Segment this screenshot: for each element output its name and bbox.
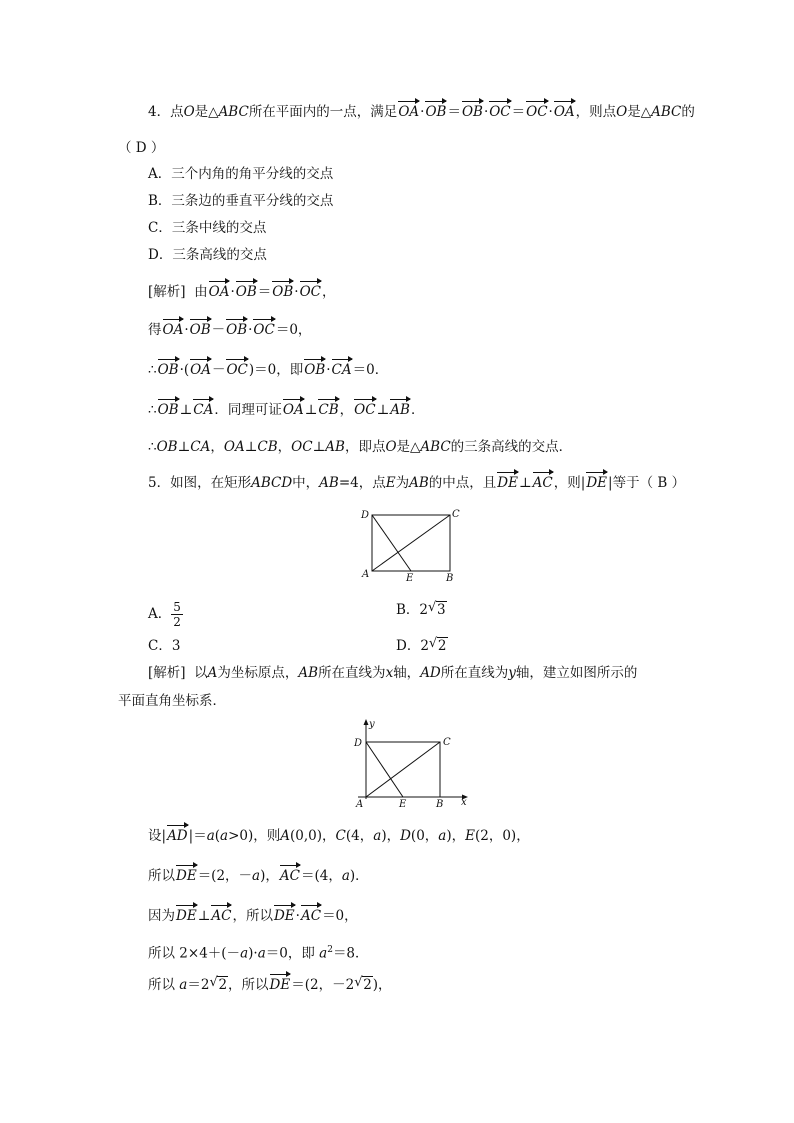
q5-option-a: A． $\frac{5}{2}$ [148,600,181,629]
diagonal-ac [372,515,450,571]
q5-analysis-5: 因为DE⊥AC，所以DE·AC＝0， [148,908,358,924]
segment-de [372,515,411,571]
q5-analysis-2: 平面直角坐标系． [118,693,226,709]
q5-figure-coordinate [348,717,478,809]
q4-analysis-1: [解析] 由OA·OB＝OB·OC， [148,284,336,300]
q5-analysis-4: 所以DE＝(2，－a)，AC＝(4，a)． [148,868,369,884]
label-d2: D [354,738,363,749]
label-y: y [369,719,375,730]
label-a2: A [356,799,364,809]
q5-option-b: B．2 √ 3 [396,600,446,618]
q4-answer: （ D ） [118,140,165,156]
label-d: D [361,510,370,521]
q5-analysis-6: 所以 2×4＋(－a)·a＝0，即 $a^2=8$． [148,945,369,962]
q5-analysis-1: [解析] 以A为坐标原点，AB所在直线为x轴，AD所在直线为y轴，建立如图所示的 [148,665,638,681]
q4-option-a: A．三个内角的角平分线的交点 [148,166,334,182]
label-c: C [452,509,460,520]
label-b: B [446,573,454,584]
diagonal-ac-2 [366,742,440,797]
axis-y-arrow [364,719,369,725]
q5-analysis-7: 所以 a＝2 √ 2，所以DE＝(2，－2 √ 2)， [148,975,392,993]
segment-de-2 [366,742,403,797]
label-c2: C [443,737,451,748]
label-e: E [406,573,414,584]
q4-option-c: C．三条中线的交点 [148,220,267,236]
q5-stem: 5．如图，在矩形ABCD中，AB=4，点E为AB的中点，且DE⊥AC，则|DE|等于（ B ） [148,475,686,491]
q4-option-d: D．三条高线的交点 [148,247,267,263]
q4-analysis-5: ∴OB⊥CA，OA⊥CB，OC⊥AB，即点O是△ABC的三条高线的交点． [148,439,573,455]
label-x: x [461,797,467,808]
q4-option-b: B．三条边的垂直平分线的交点 [148,193,334,209]
q5-option-c: C．3 [148,638,181,654]
label-e2: E [399,799,407,809]
q4-stem: 4．点O是△ABC所在平面内的一点，满足OA·OB＝OB·OC＝OC·OA，则点O是△ABC的 [148,104,695,120]
label-a: A [362,569,370,580]
q4-analysis-4: ∴OB⊥CA．同理可证OA⊥CB，OC⊥AB． [148,402,425,418]
q5-option-d: D．2 √ 2 [396,636,447,654]
q5-analysis-3: 设|AD|＝a(a>0)，则A(0,0)，C(4，a)，D(0，a)，E(2，0)， [148,828,530,844]
fraction-5-2: $\frac{5}{2}$ [173,600,181,629]
q4-analysis-3: ∴OB·(OA－OC)＝0，即OB·CA＝0． [148,362,389,378]
label-b2: B [436,799,444,809]
q4-analysis-2: 得OA·OB－OB·OC＝0， [148,322,312,338]
q5-figure-rectangle [358,505,468,585]
